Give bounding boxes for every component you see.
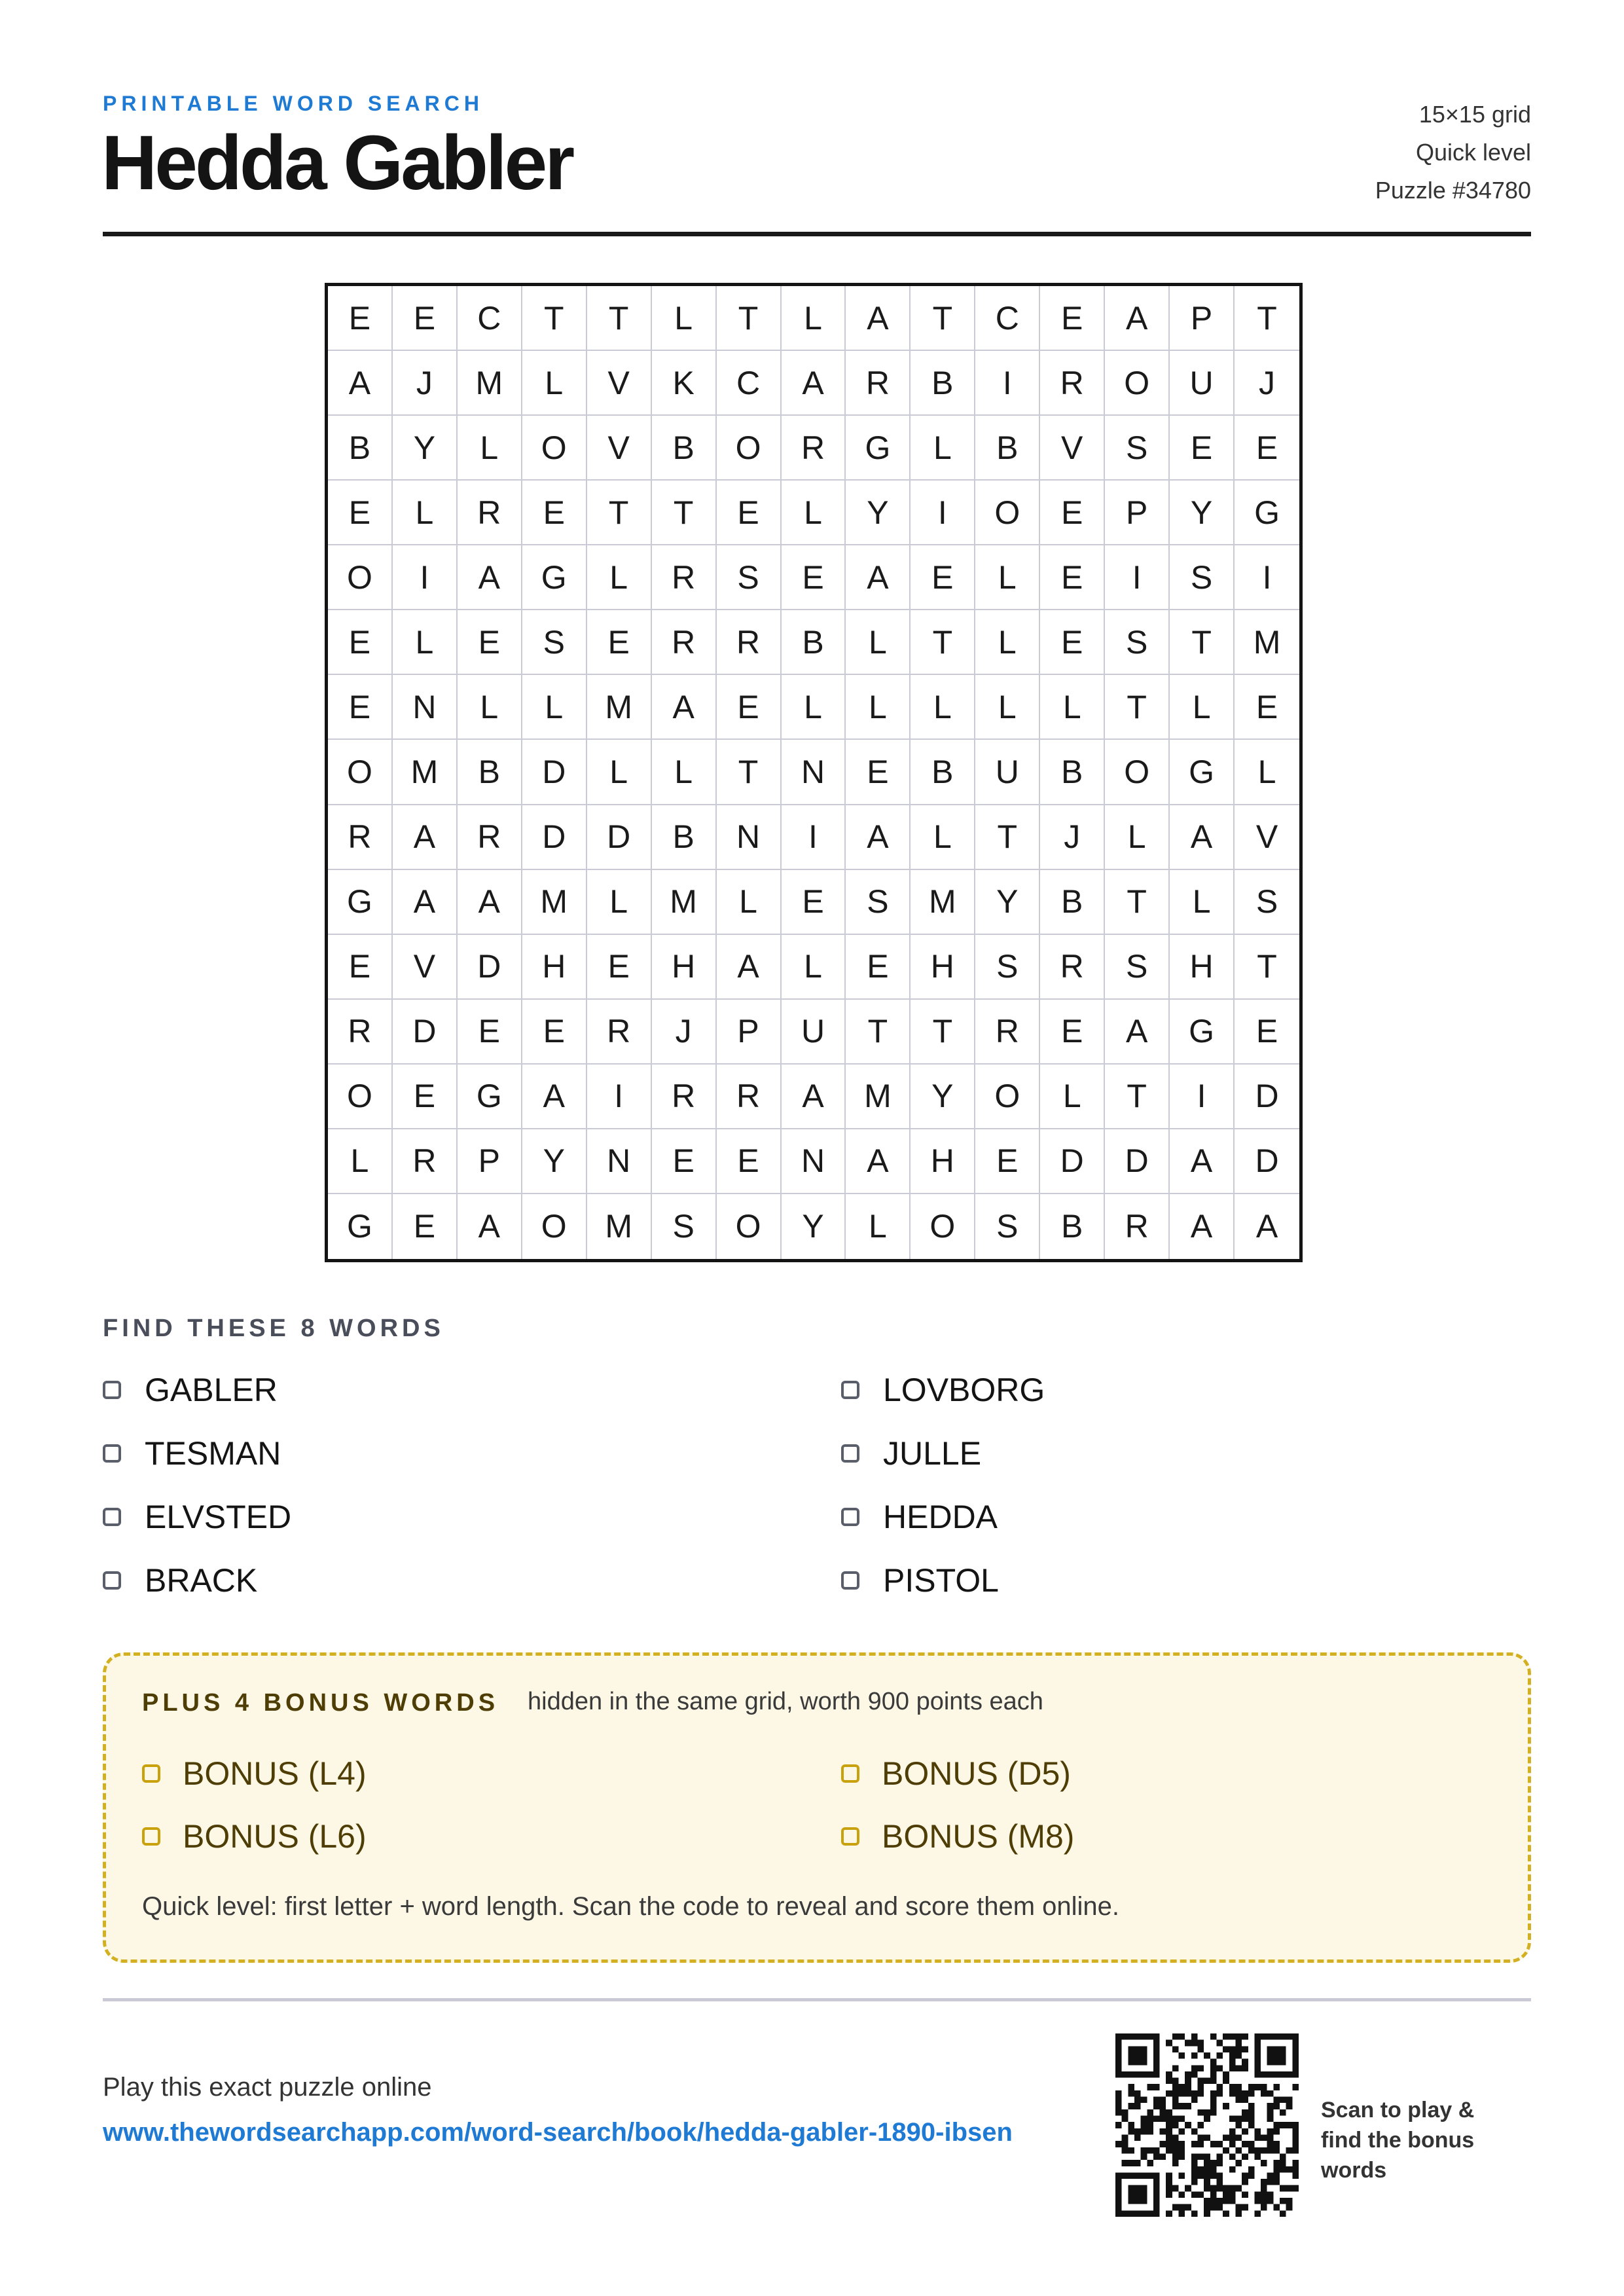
grid-cell[interactable]: E <box>1235 1000 1299 1065</box>
grid-cell[interactable]: N <box>717 805 782 870</box>
word-list-item[interactable] <box>841 1371 1045 1409</box>
grid-cell[interactable]: L <box>587 545 652 610</box>
grid-cell[interactable]: H <box>522 935 587 1000</box>
grid-cell[interactable]: L <box>587 740 652 805</box>
grid-cell[interactable]: I <box>975 351 1040 416</box>
bonus-word-label: BONUS (L6) <box>183 1818 367 1855</box>
bonus-word-item[interactable] <box>841 1755 1071 1793</box>
grid-cell[interactable]: G <box>328 870 393 935</box>
grid-cell[interactable]: L <box>911 416 975 481</box>
grid-cell[interactable]: E <box>522 1000 587 1065</box>
checkbox-icon[interactable] <box>103 1571 121 1590</box>
grid-cell[interactable]: H <box>1170 935 1235 1000</box>
checkbox-icon[interactable] <box>841 1571 859 1590</box>
word-list-item[interactable] <box>103 1371 278 1409</box>
grid-cell[interactable]: B <box>652 805 717 870</box>
puzzle-number-label: Puzzle #34780 <box>1375 177 1531 204</box>
grid-cell[interactable]: U <box>1170 351 1235 416</box>
grid-cell[interactable]: T <box>846 1000 911 1065</box>
grid-cell[interactable]: D <box>587 805 652 870</box>
grid-cell[interactable]: Y <box>522 1129 587 1194</box>
grid-cell[interactable]: G <box>328 1194 393 1259</box>
grid-cell[interactable]: L <box>522 675 587 740</box>
grid-cell[interactable]: R <box>328 805 393 870</box>
grid-cell[interactable]: M <box>587 1194 652 1259</box>
grid-cell[interactable]: L <box>393 610 458 675</box>
grid-cell[interactable]: M <box>1235 610 1299 675</box>
footer-divider <box>103 1998 1531 2001</box>
header-divider <box>103 232 1531 236</box>
grid-cell[interactable]: D <box>1105 1129 1170 1194</box>
checkbox-icon[interactable] <box>841 1508 859 1526</box>
grid-cell[interactable]: A <box>846 545 911 610</box>
grid-cell[interactable]: B <box>782 610 846 675</box>
checkbox-icon[interactable] <box>841 1444 859 1463</box>
grid-cell[interactable]: T <box>1105 675 1170 740</box>
scan-instructions: Scan to play & find the bonus words <box>1321 2098 1475 2183</box>
letter-grid[interactable] <box>325 283 1303 1262</box>
grid-cell[interactable]: D <box>1040 1129 1105 1194</box>
word-label: GABLER <box>145 1372 278 1408</box>
grid-cell[interactable]: E <box>1235 675 1299 740</box>
grid-cell[interactable]: A <box>393 805 458 870</box>
grid-cell[interactable]: I <box>393 545 458 610</box>
grid-cell[interactable]: I <box>1170 1065 1235 1129</box>
grid-cell[interactable]: E <box>717 1129 782 1194</box>
grid-cell[interactable]: O <box>522 1194 587 1259</box>
bonus-word-label: BONUS (D5) <box>882 1755 1071 1792</box>
grid-cell[interactable]: E <box>328 610 393 675</box>
grid-cell[interactable]: E <box>717 481 782 545</box>
grid-cell[interactable]: C <box>458 286 522 351</box>
grid-cell[interactable]: Y <box>1170 481 1235 545</box>
grid-cell[interactable]: R <box>652 1065 717 1129</box>
grid-cell[interactable]: E <box>328 481 393 545</box>
grid-cell[interactable]: V <box>587 351 652 416</box>
grid-cell[interactable]: S <box>1170 545 1235 610</box>
grid-cell[interactable]: S <box>975 1194 1040 1259</box>
grid-cell[interactable]: E <box>328 675 393 740</box>
grid-cell[interactable]: E <box>652 1129 717 1194</box>
qr-code-icon[interactable] <box>1115 2033 1299 2217</box>
grid-cell[interactable]: D <box>393 1000 458 1065</box>
grid-cell[interactable]: R <box>1040 935 1105 1000</box>
grid-cell[interactable]: R <box>328 1000 393 1065</box>
puzzle-url-link[interactable]: www.thewordsearchapp.com/word-search/book/hedda-gabler-1890-ibsen <box>103 2118 1013 2147</box>
grid-cell[interactable]: E <box>1040 1000 1105 1065</box>
grid-cell[interactable]: L <box>652 286 717 351</box>
grid-cell[interactable]: G <box>1235 481 1299 545</box>
grid-cell[interactable]: E <box>717 675 782 740</box>
grid-cell[interactable]: S <box>846 870 911 935</box>
grid-cell[interactable]: E <box>522 481 587 545</box>
grid-cell[interactable]: A <box>1170 1194 1235 1259</box>
checkbox-icon[interactable] <box>841 1827 859 1846</box>
grid-cell[interactable]: L <box>782 481 846 545</box>
grid-cell[interactable]: A <box>717 935 782 1000</box>
grid-cell[interactable]: L <box>522 351 587 416</box>
word-label: BRACK <box>145 1562 258 1599</box>
grid-cell[interactable]: E <box>1040 481 1105 545</box>
grid-cell[interactable]: B <box>911 351 975 416</box>
page-title: Hedda Gabler <box>101 120 573 206</box>
grid-cell[interactable]: G <box>458 1065 522 1129</box>
checkbox-icon[interactable] <box>142 1764 160 1783</box>
grid-cell[interactable]: J <box>1235 351 1299 416</box>
grid-cell[interactable]: J <box>393 351 458 416</box>
grid-cell[interactable]: E <box>328 286 393 351</box>
grid-cell[interactable]: H <box>652 935 717 1000</box>
grid-cell[interactable]: T <box>1105 1065 1170 1129</box>
grid-cell[interactable]: I <box>1235 545 1299 610</box>
grid-cell[interactable]: E <box>846 935 911 1000</box>
grid-cell[interactable]: L <box>1235 740 1299 805</box>
grid-cell[interactable]: G <box>522 545 587 610</box>
grid-cell[interactable]: A <box>1105 286 1170 351</box>
grid-cell[interactable]: E <box>393 286 458 351</box>
grid-cell[interactable]: S <box>975 935 1040 1000</box>
grid-cell[interactable]: T <box>587 286 652 351</box>
puzzle-meta <box>1375 96 1531 210</box>
grid-cell[interactable]: A <box>458 1194 522 1259</box>
grid-cell[interactable]: R <box>782 416 846 481</box>
grid-cell[interactable]: E <box>782 870 846 935</box>
grid-cell[interactable]: E <box>846 740 911 805</box>
grid-cell[interactable]: L <box>846 675 911 740</box>
grid-cell[interactable]: L <box>911 675 975 740</box>
bonus-heading: PLUS 4 BONUS WORDS <box>142 1689 499 1717</box>
grid-cell[interactable]: O <box>717 1194 782 1259</box>
grid-cell[interactable]: O <box>717 416 782 481</box>
grid-cell[interactable]: A <box>1255 1208 1278 1245</box>
grid-cell[interactable]: L <box>782 935 846 1000</box>
grid-cell[interactable]: D <box>458 935 522 1000</box>
grid-cell[interactable]: R <box>717 610 782 675</box>
grid-cell[interactable]: L <box>587 870 652 935</box>
grid-cell[interactable]: R <box>458 481 522 545</box>
grid-cell[interactable]: S <box>652 1194 717 1259</box>
grid-cell[interactable]: T <box>975 805 1040 870</box>
grid-cell[interactable]: B <box>328 416 393 481</box>
grid-cell[interactable]: S <box>1105 610 1170 675</box>
grid-cell[interactable]: O <box>328 1065 393 1129</box>
grid-cell[interactable]: J <box>652 1000 717 1065</box>
grid-cell[interactable]: V <box>1040 416 1105 481</box>
grid-cell[interactable]: E <box>1235 416 1299 481</box>
bonus-word-label: BONUS (M8) <box>882 1818 1075 1855</box>
level-label: Quick level <box>1415 139 1531 166</box>
word-list-item[interactable] <box>841 1498 998 1536</box>
word-list-item[interactable] <box>841 1434 981 1472</box>
grid-cell[interactable]: B <box>1040 740 1105 805</box>
grid-cell[interactable]: O <box>975 481 1040 545</box>
grid-cell[interactable]: C <box>975 286 1040 351</box>
grid-cell[interactable]: K <box>652 351 717 416</box>
grid-cell[interactable]: M <box>846 1065 911 1129</box>
grid-cell[interactable]: L <box>911 805 975 870</box>
grid-cell[interactable]: J <box>1040 805 1105 870</box>
grid-cell[interactable]: B <box>458 740 522 805</box>
grid-cell[interactable]: B <box>1040 1194 1105 1259</box>
checkbox-icon[interactable] <box>841 1764 859 1783</box>
eyebrow-label: PRINTABLE WORD SEARCH <box>103 92 484 115</box>
grid-cell[interactable]: R <box>975 1000 1040 1065</box>
grid-cell[interactable]: R <box>458 805 522 870</box>
grid-cell[interactable]: A <box>846 805 911 870</box>
grid-cell[interactable]: S <box>1105 935 1170 1000</box>
grid-cell[interactable]: M <box>911 870 975 935</box>
grid-cell[interactable]: O <box>328 740 393 805</box>
grid-cell[interactable]: L <box>1170 870 1235 935</box>
grid-cell[interactable]: H <box>911 935 975 1000</box>
grid-cell[interactable]: O <box>911 1194 975 1259</box>
grid-cell[interactable]: B <box>975 416 1040 481</box>
grid-cell[interactable]: I <box>587 1065 652 1129</box>
grid-cell[interactable]: A <box>782 351 846 416</box>
grid-cell[interactable]: L <box>975 675 1040 740</box>
grid-cell[interactable]: L <box>975 610 1040 675</box>
grid-cell[interactable]: L <box>846 610 911 675</box>
word-list-item[interactable] <box>103 1434 281 1472</box>
word-label: JULLE <box>883 1435 982 1472</box>
grid-cell[interactable]: H <box>911 1129 975 1194</box>
grid-cell[interactable]: T <box>911 286 975 351</box>
grid-cell[interactable]: E <box>458 1000 522 1065</box>
grid-cell[interactable]: E <box>1040 610 1105 675</box>
checkbox-icon[interactable] <box>103 1381 121 1399</box>
grid-cell[interactable]: A <box>1170 805 1235 870</box>
grid-cell[interactable]: C <box>717 351 782 416</box>
grid-size-label: 15×15 grid <box>1418 101 1531 128</box>
grid-cell[interactable]: O <box>328 545 393 610</box>
grid-cell[interactable]: D <box>522 805 587 870</box>
grid-cell[interactable]: N <box>587 1129 652 1194</box>
grid-cell[interactable]: N <box>393 675 458 740</box>
grid-cell[interactable]: E <box>975 1129 1040 1194</box>
find-words-heading: FIND THESE 8 WORDS <box>103 1315 444 1342</box>
bonus-word-item[interactable] <box>841 1817 1074 1855</box>
grid-cell[interactable]: A <box>393 870 458 935</box>
grid-cell[interactable]: A <box>782 1065 846 1129</box>
word-label: HEDDA <box>883 1499 998 1535</box>
grid-cell[interactable]: A <box>458 545 522 610</box>
grid-cell[interactable]: Y <box>975 870 1040 935</box>
grid-cell[interactable]: T <box>717 740 782 805</box>
grid-cell[interactable]: A <box>1105 1000 1170 1065</box>
grid-cell[interactable]: E <box>1040 545 1105 610</box>
word-list-item[interactable] <box>103 1498 291 1536</box>
grid-cell[interactable]: E <box>1040 286 1105 351</box>
grid-cell[interactable]: L <box>652 740 717 805</box>
grid-cell[interactable]: T <box>522 286 587 351</box>
grid-cell[interactable]: A <box>846 1129 911 1194</box>
grid-cell[interactable]: R <box>652 610 717 675</box>
grid-cell[interactable]: V <box>1235 805 1299 870</box>
grid-cell[interactable]: G <box>1170 740 1235 805</box>
grid-cell[interactable]: P <box>458 1129 522 1194</box>
word-label: PISTOL <box>883 1562 999 1599</box>
grid-cell[interactable]: R <box>587 1000 652 1065</box>
checkbox-icon[interactable] <box>103 1444 121 1463</box>
word-label: LOVBORG <box>883 1372 1045 1408</box>
grid-cell[interactable]: R <box>717 1065 782 1129</box>
grid-cell[interactable]: T <box>587 481 652 545</box>
grid-cell[interactable]: R <box>652 545 717 610</box>
grid-cell[interactable]: B <box>911 740 975 805</box>
grid-cell[interactable]: D <box>522 740 587 805</box>
grid-cell[interactable]: L <box>717 870 782 935</box>
checkbox-icon[interactable] <box>103 1508 121 1526</box>
grid-cell[interactable]: T <box>911 1000 975 1065</box>
grid-cell[interactable]: O <box>1105 351 1170 416</box>
word-list-item[interactable] <box>841 1561 999 1599</box>
grid-cell[interactable]: L <box>328 1129 393 1194</box>
grid-cell[interactable]: R <box>846 351 911 416</box>
grid-cell[interactable]: T <box>1170 610 1235 675</box>
grid-cell[interactable]: O <box>522 416 587 481</box>
grid-cell[interactable]: S <box>717 545 782 610</box>
checkbox-icon[interactable] <box>841 1381 859 1399</box>
play-online-label: Play this exact puzzle online <box>103 2073 432 2102</box>
grid-cell[interactable]: L <box>782 286 846 351</box>
bonus-word-label: BONUS (L4) <box>183 1755 367 1792</box>
grid-cell[interactable]: L <box>458 675 522 740</box>
grid-cell[interactable]: U <box>782 1000 846 1065</box>
grid-cell[interactable]: E <box>393 1065 458 1129</box>
grid-cell[interactable]: E <box>587 935 652 1000</box>
grid-cell[interactable]: D <box>1235 1065 1299 1129</box>
grid-cell[interactable]: L <box>1170 675 1235 740</box>
grid-cell[interactable]: T <box>717 286 782 351</box>
grid-cell[interactable]: L <box>1040 675 1105 740</box>
grid-cell[interactable]: M <box>522 870 587 935</box>
grid-cell[interactable]: I <box>782 805 846 870</box>
grid-cell[interactable]: G <box>1170 1000 1235 1065</box>
grid-cell[interactable]: A <box>846 286 911 351</box>
grid-cell[interactable]: E <box>911 545 975 610</box>
grid-cell[interactable]: L <box>846 1194 911 1259</box>
grid-cell[interactable]: R <box>1105 1194 1170 1259</box>
grid-cell[interactable]: B <box>1040 870 1105 935</box>
grid-cell[interactable]: T <box>652 481 717 545</box>
grid-cell[interactable]: N <box>782 740 846 805</box>
checkbox-icon[interactable] <box>142 1827 160 1846</box>
grid-cell[interactable]: Y <box>911 1065 975 1129</box>
grid-cell[interactable]: M <box>458 351 522 416</box>
bonus-subheading: hidden in the same grid, worth 900 points each <box>528 1688 1043 1715</box>
grid-cell[interactable]: E <box>1170 416 1235 481</box>
grid-cell[interactable]: O <box>1105 740 1170 805</box>
grid-cell[interactable]: T <box>1105 870 1170 935</box>
grid-cell[interactable]: S <box>1235 870 1299 935</box>
grid-cell[interactable]: L <box>1105 805 1170 870</box>
grid-cell[interactable]: E <box>328 935 393 1000</box>
grid-cell[interactable]: R <box>1040 351 1105 416</box>
grid-cell[interactable]: T <box>1235 286 1299 351</box>
grid-cell[interactable]: V <box>393 935 458 1000</box>
grid-cell[interactable]: M <box>587 675 652 740</box>
grid-cell[interactable]: B <box>652 416 717 481</box>
grid-cell[interactable]: L <box>1040 1065 1105 1129</box>
grid-cell[interactable]: E <box>587 610 652 675</box>
grid-cell[interactable]: M <box>652 870 717 935</box>
grid-cell[interactable]: I <box>911 481 975 545</box>
grid-cell[interactable]: E <box>782 545 846 610</box>
grid-cell[interactable]: U <box>975 740 1040 805</box>
bonus-word-item[interactable] <box>142 1755 367 1793</box>
word-label: TESMAN <box>145 1435 281 1472</box>
grid-cell[interactable]: L <box>782 675 846 740</box>
word-label: ELVSTED <box>145 1499 292 1535</box>
grid-cell[interactable]: P <box>1105 481 1170 545</box>
grid-cell[interactable]: Y <box>393 416 458 481</box>
grid-cell[interactable]: S <box>522 610 587 675</box>
grid-cell[interactable]: P <box>717 1000 782 1065</box>
grid-cell[interactable]: T <box>911 610 975 675</box>
grid-cell[interactable]: Y <box>846 481 911 545</box>
grid-cell[interactable]: A <box>328 351 393 416</box>
grid-cell[interactable]: Y <box>782 1194 846 1259</box>
grid-cell[interactable]: E <box>393 1194 458 1259</box>
grid-cell[interactable]: A <box>1170 1129 1235 1194</box>
grid-cell[interactable]: I <box>1105 545 1170 610</box>
grid-cell[interactable]: E <box>458 610 522 675</box>
grid-cell[interactable]: A <box>522 1065 587 1129</box>
grid-cell[interactable]: L <box>393 481 458 545</box>
grid-cell[interactable]: A <box>652 675 717 740</box>
grid-cell[interactable]: G <box>846 416 911 481</box>
grid-cell[interactable]: P <box>1170 286 1235 351</box>
grid-cell[interactable]: L <box>458 416 522 481</box>
grid-cell[interactable]: S <box>1105 416 1170 481</box>
bonus-word-item[interactable] <box>142 1817 367 1855</box>
grid-cell[interactable]: V <box>587 416 652 481</box>
grid-cell[interactable]: A <box>458 870 522 935</box>
bonus-note: Quick level: first letter + word length. Scan the code to reveal and score them online. <box>142 1892 1120 1921</box>
grid-cell[interactable]: T <box>1235 935 1299 1000</box>
word-list-item[interactable] <box>103 1561 257 1599</box>
grid-cell[interactable]: D <box>1235 1129 1299 1194</box>
grid-cell[interactable]: O <box>975 1065 1040 1129</box>
grid-cell[interactable]: R <box>393 1129 458 1194</box>
grid-cell[interactable]: L <box>975 545 1040 610</box>
grid-cell[interactable]: N <box>782 1129 846 1194</box>
grid-cell[interactable]: M <box>393 740 458 805</box>
